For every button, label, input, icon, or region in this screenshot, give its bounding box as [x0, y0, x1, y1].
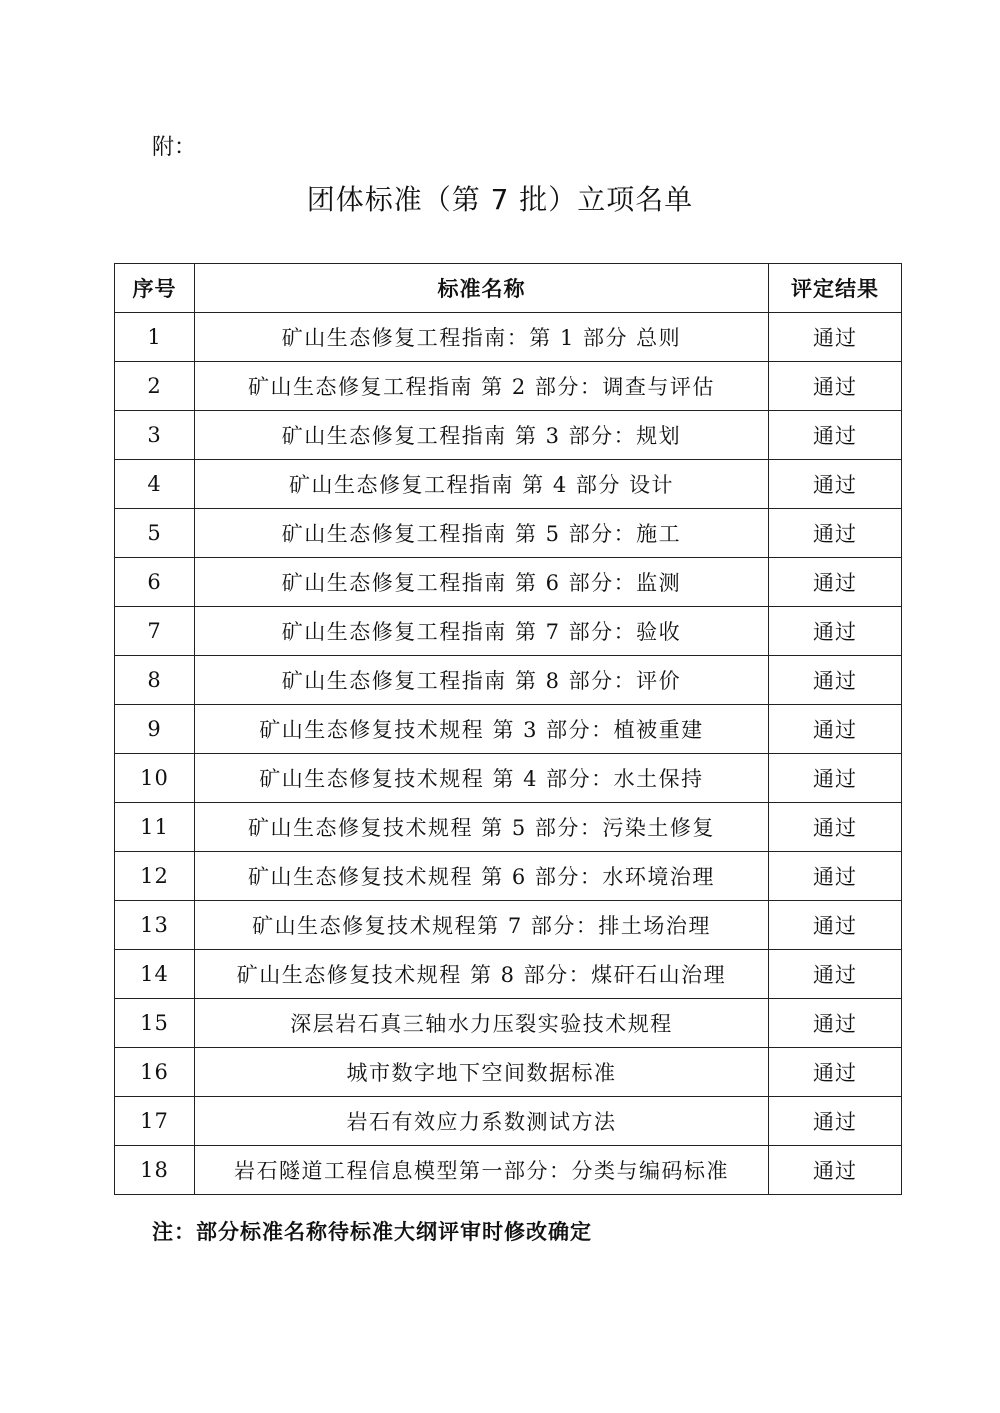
table-row [115, 754, 902, 803]
evaluation-result-cell: 通过 [769, 950, 902, 999]
standard-name-cell: 矿山生态修复技术规程 第 4 部分：水土保持 [195, 754, 769, 803]
table-row [115, 999, 902, 1048]
serial-number-cell: 14 [115, 950, 195, 999]
standard-name-cell: 矿山生态修复工程指南 第 4 部分 设计 [195, 460, 769, 509]
standard-name-cell: 矿山生态修复工程指南 第 8 部分：评价 [195, 656, 769, 705]
table-row [115, 901, 902, 950]
serial-number-cell: 4 [115, 460, 195, 509]
standard-name-cell: 岩石隧道工程信息模型第一部分：分类与编码标准 [195, 1146, 769, 1195]
serial-number-cell: 16 [115, 1048, 195, 1097]
standard-name-cell: 矿山生态修复工程指南 第 3 部分：规划 [195, 411, 769, 460]
standard-name-cell: 城市数字地下空间数据标准 [195, 1048, 769, 1097]
header-serial-number: 序号 [115, 264, 195, 313]
table-row [115, 1048, 902, 1097]
header-standard-name: 标准名称 [195, 264, 769, 313]
table-row [115, 607, 902, 656]
table-row [115, 362, 902, 411]
table-row [115, 558, 902, 607]
serial-number-cell: 18 [115, 1146, 195, 1195]
document-title: 团体标准（第 7 批）立项名单 [306, 183, 694, 216]
serial-number-cell: 13 [115, 901, 195, 950]
standard-name-cell: 矿山生态修复技术规程第 7 部分：排土场治理 [195, 901, 769, 950]
evaluation-result-cell: 通过 [769, 1048, 902, 1097]
standards-table [114, 263, 902, 1195]
attachment-label: 附： [152, 135, 197, 160]
table-row [115, 1146, 902, 1195]
table-row [115, 1097, 902, 1146]
serial-number-cell: 1 [115, 313, 195, 362]
standard-name-cell: 矿山生态修复工程指南 第 7 部分：验收 [195, 607, 769, 656]
table-header-row [115, 264, 902, 313]
standard-name-cell: 矿山生态修复工程指南：第 1 部分 总则 [195, 313, 769, 362]
serial-number-cell: 12 [115, 852, 195, 901]
serial-number-cell: 7 [115, 607, 195, 656]
table-row [115, 803, 902, 852]
standard-name-cell: 矿山生态修复技术规程 第 6 部分：水环境治理 [195, 852, 769, 901]
evaluation-result-cell: 通过 [769, 999, 902, 1048]
evaluation-result-cell: 通过 [769, 362, 902, 411]
evaluation-result-cell: 通过 [769, 509, 902, 558]
evaluation-result-cell: 通过 [769, 803, 902, 852]
standard-name-cell: 深层岩石真三轴水力压裂实验技术规程 [195, 999, 769, 1048]
serial-number-cell: 15 [115, 999, 195, 1048]
standard-name-cell: 矿山生态修复工程指南 第 6 部分：监测 [195, 558, 769, 607]
table-row [115, 705, 902, 754]
table-row [115, 313, 902, 362]
table-row [115, 852, 902, 901]
table-row [115, 411, 902, 460]
evaluation-result-cell: 通过 [769, 656, 902, 705]
serial-number-cell: 3 [115, 411, 195, 460]
table-row [115, 950, 902, 999]
evaluation-result-cell: 通过 [769, 1097, 902, 1146]
standard-name-cell: 矿山生态修复技术规程 第 8 部分：煤矸石山治理 [195, 950, 769, 999]
table-body [115, 313, 902, 1195]
evaluation-result-cell: 通过 [769, 313, 902, 362]
standard-name-cell: 矿山生态修复工程指南 第 5 部分：施工 [195, 509, 769, 558]
standard-name-cell: 岩石有效应力系数测试方法 [195, 1097, 769, 1146]
evaluation-result-cell: 通过 [769, 1146, 902, 1195]
standard-name-cell: 矿山生态修复技术规程 第 5 部分：污染土修复 [195, 803, 769, 852]
header-evaluation-result: 评定结果 [769, 264, 902, 313]
evaluation-result-cell: 通过 [769, 558, 902, 607]
standard-name-cell: 矿山生态修复工程指南 第 2 部分：调查与评估 [195, 362, 769, 411]
evaluation-result-cell: 通过 [769, 705, 902, 754]
evaluation-result-cell: 通过 [769, 460, 902, 509]
serial-number-cell: 10 [115, 754, 195, 803]
serial-number-cell: 2 [115, 362, 195, 411]
serial-number-cell: 6 [115, 558, 195, 607]
footnote: 注：部分标准名称待标准大纲评审时修改确定 [152, 1220, 592, 1244]
serial-number-cell: 17 [115, 1097, 195, 1146]
serial-number-cell: 11 [115, 803, 195, 852]
table-row [115, 460, 902, 509]
serial-number-cell: 5 [115, 509, 195, 558]
serial-number-cell: 8 [115, 656, 195, 705]
evaluation-result-cell: 通过 [769, 754, 902, 803]
evaluation-result-cell: 通过 [769, 411, 902, 460]
evaluation-result-cell: 通过 [769, 607, 902, 656]
table-row [115, 509, 902, 558]
serial-number-cell: 9 [115, 705, 195, 754]
table-row [115, 656, 902, 705]
evaluation-result-cell: 通过 [769, 852, 902, 901]
standard-name-cell: 矿山生态修复技术规程 第 3 部分：植被重建 [195, 705, 769, 754]
evaluation-result-cell: 通过 [769, 901, 902, 950]
